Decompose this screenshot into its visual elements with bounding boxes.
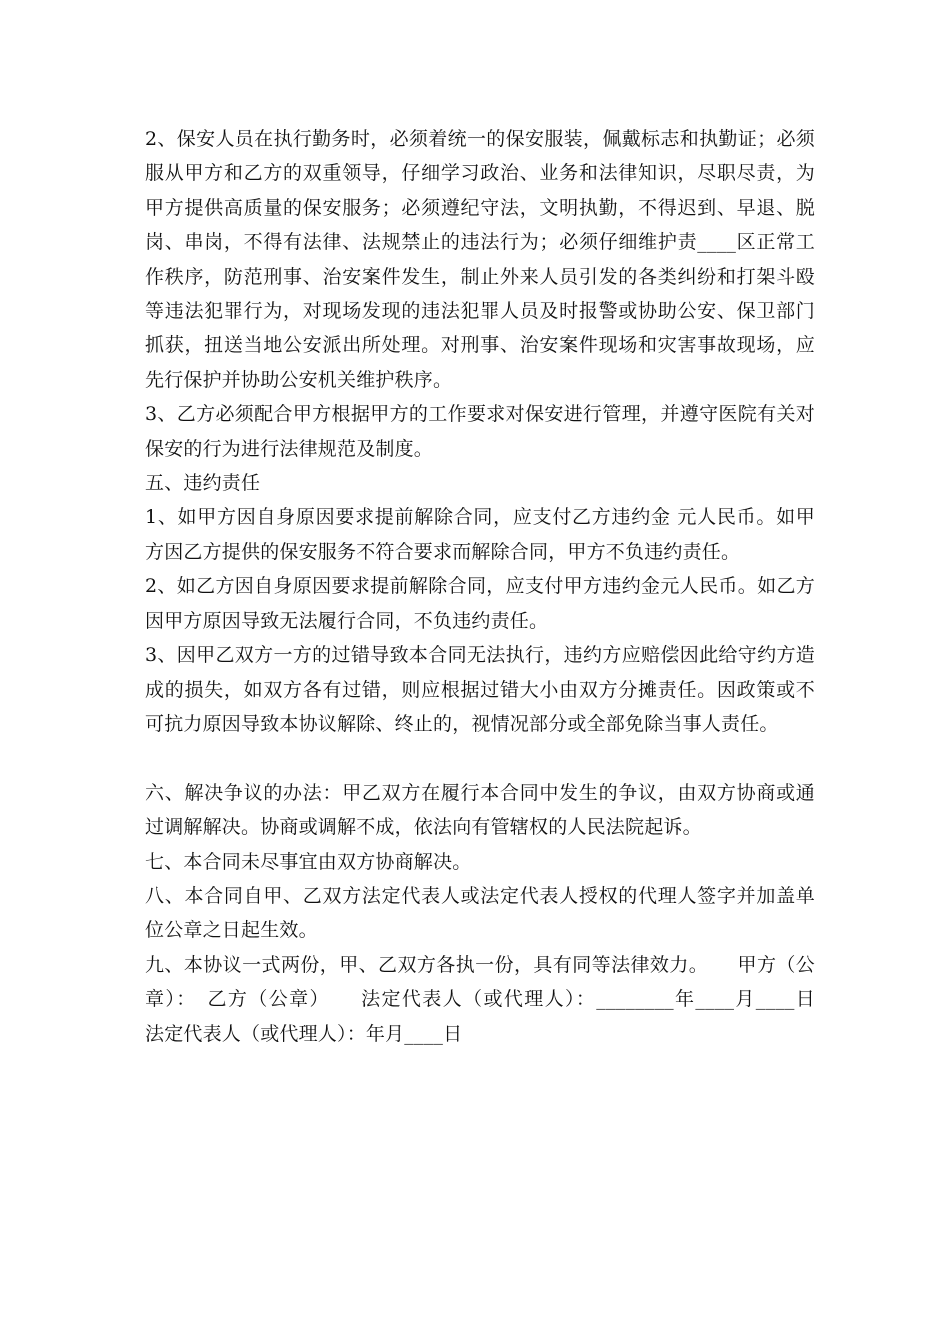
- clause-5-2-paragraph: 2、如乙方因自身原因要求提前解除合同，应支付甲方违约金元人民币。如乙方因甲方原因导致无法履行合同，不负违约责任。: [145, 575, 815, 632]
- section-9-signature-paragraph: 九、本协议一式两份，甲、乙双方各执一份，具有同等法律效力。 甲方（公章）： 乙方（公章） 法定代表人（或代理人）：________年____月____日 法定代表人（或代理人）：年月____日: [145, 953, 854, 1045]
- section-6-paragraph: 六、解决争议的办法：甲乙双方在履行本合同中发生的争议，由双方协商或通过调解解决。协商或调解不成，依法向有管辖权的人民法院起诉。: [145, 781, 815, 839]
- section-8-paragraph: 八、本合同自甲、乙双方法定代表人或法定代表人授权的代理人签字并加盖单位公章之日起生效。: [145, 884, 815, 942]
- clause-5-1-paragraph: 1、如甲方因自身原因要求提前解除合同，应支付乙方违约金 元人民币。如甲方因乙方提供的保安服务不符合要求而解除合同，甲方不负违约责任。: [145, 506, 815, 563]
- clause-4-3-paragraph: 3、乙方必须配合甲方根据甲方的工作要求对保安进行管理，并遵守医院有关对保安的行为进行法律规范及制度。: [145, 403, 815, 460]
- clause-5-3-paragraph: 3、因甲乙双方一方的过错导致本合同无法执行，违约方应赔偿因此给守约方造成的损失，如双方各有过错，则应根据过错大小由双方分摊责任。因政策或不可抗力原因导致本协议解除、终止的，视情况部分或全部免除当事人责任。: [145, 644, 815, 735]
- blank-line: [145, 741, 815, 775]
- contract-body: [145, 122, 854, 1051]
- section-5-heading: 五、违约责任: [145, 472, 261, 495]
- clause-4-2-paragraph: 2、保安人员在执行勤务时，必须着统一的保安服装，佩戴标志和执勤证；必须服从甲方和乙方的双重领导，仔细学习政治、业务和法律知识，尽职尽责，为甲方提供高质量的保安服务；必须遵纪守法，文明执勤，不得迟到、早退、脱岗、串岗，不得有法律、法规禁止的违法行为；必须仔细维护责____区正常工作秩序，防范刑事、治安案件发生，制止外来人员引发的各类纠纷和打架斗殴等违法犯罪行为，对现场发现的违法犯罪人员及时报警或协助公安、保卫部门抓获，扭送当地公安派出所处理。对刑事、治安案件现场和灾害事故现场，应先行保护并协助公安机关维护秩序。: [145, 128, 815, 391]
- section-7-paragraph: 七、本合同未尽事宜由双方协商解决。: [145, 850, 472, 873]
